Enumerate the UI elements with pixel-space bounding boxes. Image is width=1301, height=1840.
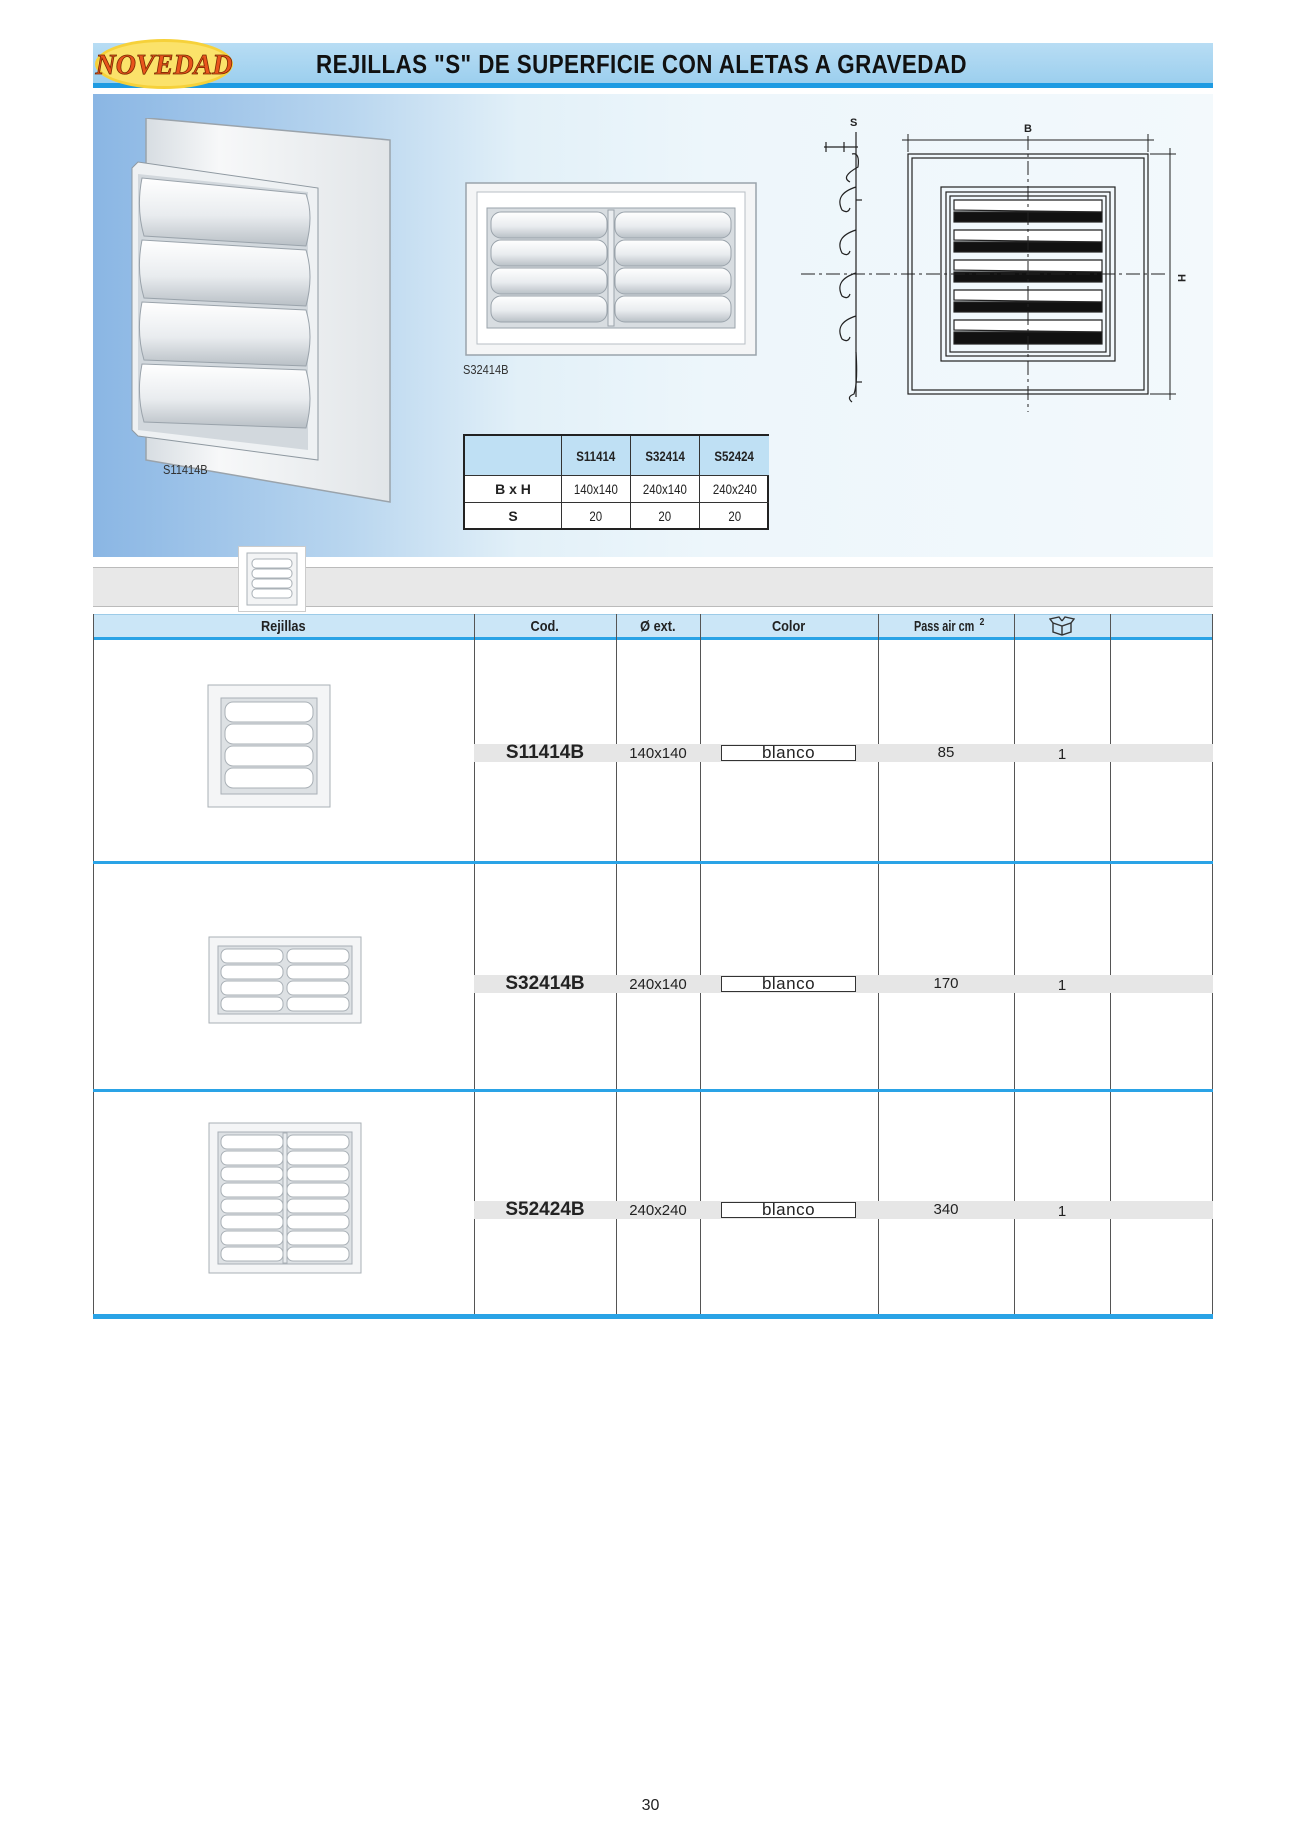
header-cod: Cod. bbox=[530, 617, 560, 635]
product-code: S11414B bbox=[505, 742, 585, 763]
dimensions-table bbox=[463, 434, 769, 530]
label-s: S bbox=[850, 117, 858, 129]
dims-col-header: S52424 bbox=[700, 436, 769, 476]
dims-row-label: B x H bbox=[465, 476, 562, 503]
grille-photo-medium bbox=[465, 182, 757, 356]
label-h: H bbox=[1175, 274, 1187, 282]
dims-col-header: S11414 bbox=[562, 436, 631, 476]
header-pass-air: Pass air cm $^2$ bbox=[913, 617, 984, 635]
header-color: Color bbox=[772, 617, 806, 635]
product-pass-air: 340 bbox=[933, 1200, 959, 1218]
caption-large: S11414B bbox=[163, 462, 208, 477]
dims-row-label: S bbox=[465, 503, 562, 528]
product-color: blanco bbox=[721, 745, 856, 761]
grille-photo-large bbox=[128, 118, 400, 508]
dims-col-header: S32414 bbox=[631, 436, 700, 476]
dims-cell: 140x140 bbox=[562, 476, 631, 503]
novedad-badge bbox=[93, 37, 235, 91]
grille-thumbnail bbox=[238, 546, 306, 612]
badge-text: NOVEDAD bbox=[95, 50, 233, 81]
product-image bbox=[207, 684, 331, 808]
product-qty: 1 bbox=[1057, 745, 1067, 763]
product-image bbox=[208, 1122, 362, 1274]
table-header bbox=[93, 614, 1213, 640]
label-b: B bbox=[1024, 123, 1032, 135]
product-color: blanco bbox=[721, 976, 856, 992]
dims-cell: 20 bbox=[631, 503, 700, 528]
product-pass-air: 170 bbox=[933, 974, 959, 992]
product-table bbox=[93, 614, 1213, 1319]
dims-cell: 20 bbox=[728, 507, 741, 524]
page-title: REJILLAS "S" DE SUPERFICIE CON ALETAS A GRAVEDAD bbox=[316, 49, 968, 79]
product-code: S52424B bbox=[505, 1199, 585, 1220]
product-code: S32414B bbox=[505, 973, 585, 994]
dims-cell: 240x240 bbox=[700, 476, 769, 503]
dims-corner bbox=[465, 436, 562, 476]
box-icon bbox=[1014, 615, 1110, 637]
dims-cell: 240x140 bbox=[631, 476, 700, 503]
product-pass-air: 85 bbox=[937, 743, 955, 761]
page-number: 30 bbox=[641, 1797, 660, 1814]
product-qty: 1 bbox=[1057, 976, 1067, 994]
product-ext: 140x140 bbox=[629, 744, 687, 762]
dims-cell: 20 bbox=[562, 503, 631, 528]
header-ext: Ø ext. bbox=[640, 617, 676, 635]
header-rejillas: Rejillas bbox=[261, 617, 306, 635]
product-qty: 1 bbox=[1057, 1202, 1067, 1220]
product-color: blanco bbox=[721, 1202, 856, 1218]
caption-small: S32414B bbox=[463, 362, 509, 377]
product-image bbox=[208, 936, 362, 1024]
product-ext: 240x140 bbox=[629, 975, 687, 993]
technical-drawing bbox=[796, 112, 1196, 427]
product-ext: 240x240 bbox=[629, 1201, 687, 1219]
